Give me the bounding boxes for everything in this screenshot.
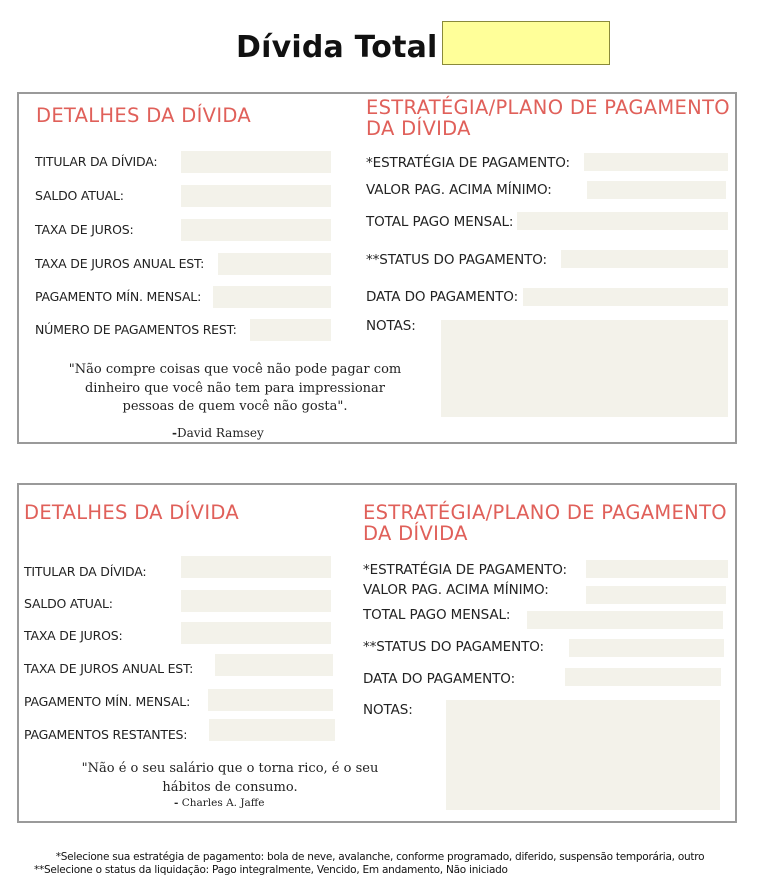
above-min-payment-field[interactable] [586, 586, 726, 604]
remaining-payments-label: PAGAMENTOS RESTANTES: [24, 727, 188, 742]
quote-author: -David Ramsey [172, 426, 264, 440]
payment-status-label: **STATUS DO PAGAMENTO: [363, 639, 544, 655]
notes-field[interactable] [441, 320, 728, 417]
quote: "Não é o seu salário que o torna rico, é o seu hábitos de consumo. [81, 761, 379, 795]
min-monthly-payment-label: PAGAMENTO MÍN. MENSAL: [24, 694, 191, 709]
current-balance-label: SALDO ATUAL: [35, 188, 124, 203]
annual-interest-field[interactable] [215, 654, 333, 676]
total-monthly-paid-field[interactable] [527, 611, 723, 629]
quote-author: - Charles A. Jaffe [174, 797, 265, 809]
debt-details-title: DETALHES DA DÍVIDA [24, 501, 239, 524]
payment-plan-title: ESTRATÉGIA/PLANO DE PAGAMENTO DA DÍVIDA [363, 501, 727, 545]
interest-rate-label: TAXA DE JUROS: [35, 222, 134, 237]
interest-rate-label: TAXA DE JUROS: [24, 628, 123, 643]
current-balance-label: SALDO ATUAL: [24, 596, 113, 611]
payment-plan-title: ESTRATÉGIA/PLANO DE PAGAMENTO DA DÍVIDA [366, 96, 730, 140]
annual-interest-label: TAXA DE JUROS ANUAL EST: [24, 661, 194, 676]
annual-interest-field[interactable] [218, 253, 331, 275]
above-min-payment-label: VALOR PAG. ACIMA MÍNIMO: [363, 582, 549, 598]
notes-field[interactable] [446, 700, 720, 810]
page-title: Dívida Total [236, 30, 438, 65]
footnote-status: **Selecione o status da liquidação: Pago integralmente, Vencido, Em andamento, Não iniciado [34, 864, 508, 876]
above-min-payment-field[interactable] [587, 181, 726, 199]
min-monthly-payment-field[interactable] [208, 689, 333, 711]
payment-status-field[interactable] [561, 250, 728, 268]
payment-strategy-field[interactable] [584, 153, 728, 171]
debt-details-title: DETALHES DA DÍVIDA [36, 104, 251, 127]
debt-holder-label: TITULAR DA DÍVIDA: [24, 564, 147, 579]
footnote-strategy: *Selecione sua estratégia de pagamento: bola de neve, avalanche, conforme programado, diferido, suspensão temporária, outro [55, 851, 705, 863]
debt-holder-field[interactable] [181, 151, 331, 173]
payment-date-field[interactable] [523, 288, 728, 306]
interest-rate-field[interactable] [181, 219, 331, 241]
payment-strategy-label: *ESTRATÉGIA DE PAGAMENTO: [366, 155, 571, 171]
payment-status-label: **STATUS DO PAGAMENTO: [366, 252, 547, 268]
quote: "Não compre coisas que você não pode pagar com dinheiro que você não tem para impressionar pessoas de quem você não gosta". [68, 362, 402, 414]
total-monthly-paid-label: TOTAL PAGO MENSAL: [366, 214, 514, 230]
payment-date-label: DATA DO PAGAMENTO: [366, 289, 519, 305]
current-balance-field[interactable] [181, 590, 331, 612]
payment-date-label: DATA DO PAGAMENTO: [363, 671, 516, 687]
remaining-payments-label: NÚMERO DE PAGAMENTOS REST: [35, 322, 237, 337]
min-monthly-payment-field[interactable] [213, 286, 331, 308]
payment-status-field[interactable] [569, 639, 724, 657]
total-debt-field[interactable] [442, 21, 610, 65]
payment-date-field[interactable] [565, 668, 721, 686]
current-balance-field[interactable] [181, 185, 331, 207]
total-monthly-paid-field[interactable] [517, 212, 728, 230]
min-monthly-payment-label: PAGAMENTO MÍN. MENSAL: [35, 289, 202, 304]
annual-interest-label: TAXA DE JUROS ANUAL EST: [35, 256, 205, 271]
remaining-payments-field[interactable] [250, 319, 331, 341]
remaining-payments-field[interactable] [209, 719, 335, 741]
notes-label: NOTAS: [366, 318, 416, 334]
notes-label: NOTAS: [363, 702, 413, 718]
payment-strategy-field[interactable] [586, 560, 728, 578]
debt-holder-label: TITULAR DA DÍVIDA: [35, 154, 158, 169]
interest-rate-field[interactable] [181, 622, 331, 644]
payment-strategy-label: *ESTRATÉGIA DE PAGAMENTO: [363, 562, 568, 578]
debt-holder-field[interactable] [181, 556, 331, 578]
above-min-payment-label: VALOR PAG. ACIMA MÍNIMO: [366, 182, 552, 198]
total-monthly-paid-label: TOTAL PAGO MENSAL: [363, 607, 511, 623]
